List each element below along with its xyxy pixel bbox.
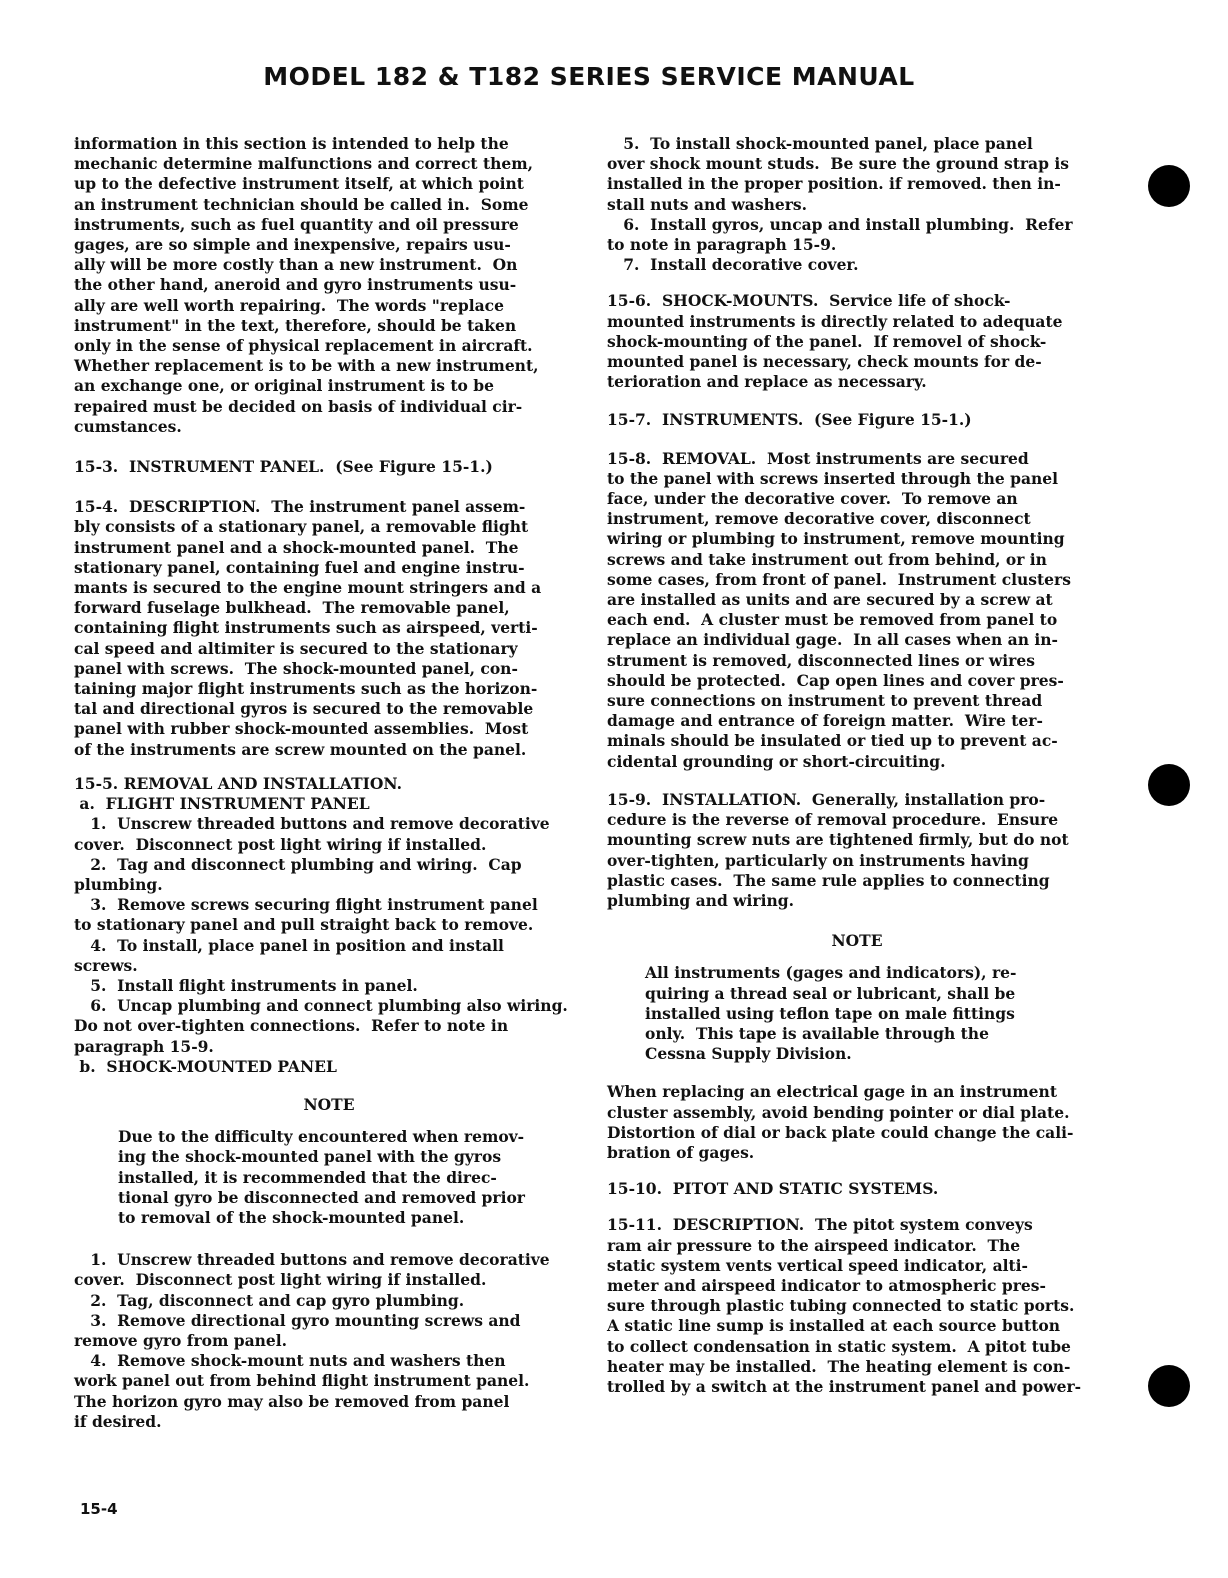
punch-hole-top — [1148, 165, 1190, 207]
page-title: MODEL 182 & T182 SERIES SERVICE MANUAL — [263, 62, 915, 91]
note-right: All instruments (gages and indicators), re- quiring a thread seal or lubricant, shall be installed using teflon tape on male fittings only. This tape is available through the Cessna Supply Division. — [645, 963, 1017, 1064]
heading-15-10: 15-10. PITOT AND STATIC SYSTEMS. — [607, 1179, 939, 1199]
page-number: 15-4 — [80, 1500, 118, 1518]
paragraph-15-5: 15-5. REMOVAL AND INSTALLATION. a. FLIGHT INSTRUMENT PANEL 1. Unscrew threaded buttons and remove decorative cover. Disconnect post light wiring if installed. 2. Tag and disconnect plumbing and wiring. Cap plumbing. 3. Remove screws securing flight instrument panel to stationary panel and pull straight back to remove. 4. To install, place panel in position and install screws. 5. Install flight instruments in panel. 6. Uncap plumbing and connect plumbing also wiring. Do not over-tighten connections. Refer to note in paragraph 15-9. b. SHOCK-MOUNTED PANEL — [74, 773, 568, 1076]
gage-paragraph: When replacing an electrical gage in an instrument cluster assembly, avoid bending pointer or dial plate. Distortion of dial or back plate could change the cali- bration of gages. — [607, 1082, 1074, 1162]
heading-15-3: 15-3. INSTRUMENT PANEL. (See Figure 15-1.) — [74, 457, 493, 477]
paragraph-15-11: 15-11. DESCRIPTION. The pitot system conveys ram air pressure to the airspeed indicator. The static system vents vertical speed indicator, alti- meter and airspeed indicator to atmospheric pres- sure through plastic tubing connected to static ports. A static line sump is installed at each source button to collect condensation in static system. A pitot tube heater may be installed. The heating element is con- trolled by a switch at the instrument panel and power- — [607, 1215, 1082, 1396]
heading-15-7: 15-7. INSTRUMENTS. (See Figure 15-1.) — [607, 410, 972, 430]
left-column — [74, 134, 584, 1432]
note-title-left: NOTE — [303, 1094, 355, 1114]
shock-panel-steps: 1. Unscrew threaded buttons and remove decorative cover. Disconnect post light wiring if installed. 2. Tag, disconnect and cap gyro plumbing. 3. Remove directional gyro mounting screws and remove gyro from panel. 4. Remove shock-mount nuts and washers then work panel out from behind flight instrument panel. The horizon gyro may also be removed from panel if desired. — [74, 1250, 550, 1431]
note-title-right: NOTE — [831, 931, 883, 951]
punch-hole-middle — [1148, 764, 1190, 806]
paragraph-15-9: 15-9. INSTALLATION. Generally, installation pro- cedure is the reverse of removal procedure. Ensure mounting screw nuts are tightened firmly, but do not over-tighten, particularly on instruments having plastic cases. The same rule applies to connecting plumbing and wiring. — [607, 789, 1069, 910]
paragraph-15-6: 15-6. SHOCK-MOUNTS. Service life of shock- mounted instruments is directly related to adequate shock-mounting of the panel. If removel of shock- mounted panel is necessary, check mounts for de- terioration and replace as necessary. — [607, 291, 1063, 392]
note-left: Due to the difficulty encountered when remov- ing the shock-mounted panel with the gyros installed, it is recommended that the direc- tional gyro be disconnected and removed prior to removal of the shock-mounted panel. — [118, 1127, 525, 1227]
right-column — [607, 134, 1107, 1397]
paragraph-15-4: 15-4. DESCRIPTION. The instrument panel assem- bly consists of a stationary panel, a removable flight instrument panel and a shock-mounted panel. The stationary panel, containing fuel and engine instru- mants is secured to the engine mount stringers and a forward fuselage bulkhead. The removable panel, containing flight instruments such as airspeed, verti- cal speed and altimiter is secured to the stationary panel with screws. The shock-mounted panel, con- taining major flight instruments such as the horizon- tal and directional gyros is secured to the removable panel with rubber shock-mounted assemblies. Most of the instruments are screw mounted on the panel. — [74, 497, 542, 759]
shock-panel-steps-continued: 5. To install shock-mounted panel, place panel over shock mount studs. Be sure the ground strap is installed in the proper position. if removed. then in- stall nuts and washers. 6. Install gyros, uncap and install plumbing. Refer to note in paragraph 15-9. 7. Install decorative cover. — [607, 134, 1073, 275]
punch-hole-bottom — [1148, 1365, 1190, 1407]
paragraph-15-8: 15-8. REMOVAL. Most instruments are secured to the panel with screws inserted through the panel face, under the decorative cover. To remove an instrument, remove decorative cover, disconnect wiring or plumbing to instrument, remove mounting screws and take instrument out from behind, or in some cases, from front of panel. Instrument clusters are installed as units and are secured by a screw at each end. A cluster must be removed from panel to replace an individual gage. In all cases when an in- strument is removed, disconnected lines or wires should be protected. Cap open lines and cover pres- sure connections on instrument to prevent thread damage and entrance of foreign matter. Wire ter- minals should be insulated or tied up to prevent ac- cidental grounding or short-circuiting. — [607, 448, 1071, 771]
intro-paragraph: information in this section is intended to help the mechanic determine malfunctions and correct them, up to the defective instrument itself, at which point an instrument technician should be called in. Some instruments, such as fuel quantity and oil pressure gages, are so simple and inexpensive, repairs usu- ally will be more costly than a new instrument. On the other hand, aneroid and gyro instruments usu- ally are well worth repairing. The words "replace instrument" in the text, therefore, should be taken only in the sense of physical replacement in aircraft. Whether replacement is to be with a new instrument, an exchange one, or original instrument is to be repaired must be decided on basis of individual cir- cumstances. — [74, 134, 539, 436]
